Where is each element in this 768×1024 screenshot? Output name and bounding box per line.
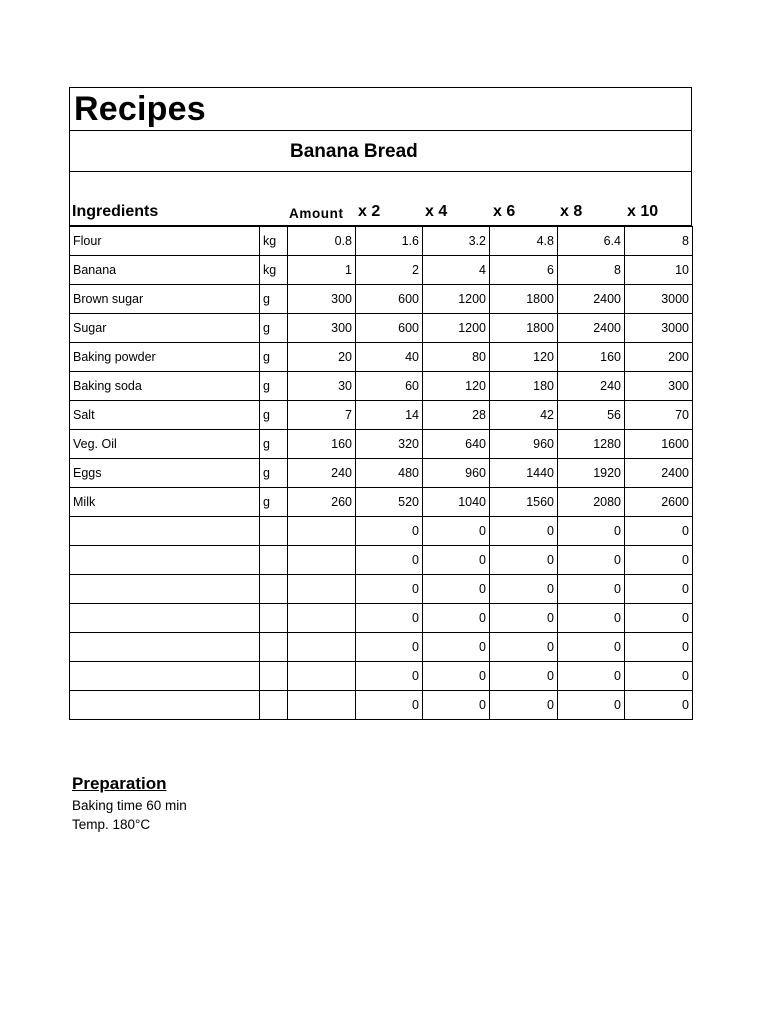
ingredient-name-cell[interactable]: Baking soda (70, 372, 260, 401)
scaled-amount-cell[interactable]: 200 (625, 343, 693, 372)
scaled-amount-cell[interactable]: 0 (423, 546, 490, 575)
recipe-sheet (69, 87, 692, 720)
scaled-amount-cell[interactable]: 1800 (490, 285, 558, 314)
table-row (70, 662, 693, 691)
amount-cell[interactable] (288, 691, 356, 720)
amount-cell[interactable] (288, 546, 356, 575)
scaled-amount-cell[interactable]: 0 (490, 691, 558, 720)
scaled-amount-cell[interactable]: 8 (558, 256, 625, 285)
scaled-amount-cell[interactable]: 0 (356, 546, 423, 575)
ingredients-table (69, 226, 693, 720)
ingredient-name-cell[interactable] (70, 662, 260, 691)
scaled-amount-cell[interactable]: 28 (423, 401, 490, 430)
scaled-amount-cell[interactable]: 3.2 (423, 227, 490, 256)
scaled-amount-cell[interactable]: 1040 (423, 488, 490, 517)
amount-cell[interactable]: 1 (288, 256, 356, 285)
ingredient-name-cell[interactable]: Brown sugar (70, 285, 260, 314)
table-row (70, 256, 693, 285)
ingredient-name-cell[interactable]: Sugar (70, 314, 260, 343)
scaled-amount-cell[interactable]: 120 (490, 343, 558, 372)
amount-cell[interactable] (288, 604, 356, 633)
table-row (70, 227, 693, 256)
scaled-amount-cell[interactable]: 0 (423, 517, 490, 546)
scaled-amount-cell[interactable]: 0 (625, 662, 693, 691)
multiplier-header-x4: x 4 (425, 203, 448, 220)
table-row (70, 604, 693, 633)
scaled-amount-cell[interactable]: 1440 (490, 459, 558, 488)
ingredient-name-cell[interactable] (70, 517, 260, 546)
scaled-amount-cell[interactable]: 1920 (558, 459, 625, 488)
ingredient-name-cell[interactable]: Veg. Oil (70, 430, 260, 459)
scaled-amount-cell[interactable]: 10 (625, 256, 693, 285)
scaled-amount-cell[interactable]: 2400 (558, 314, 625, 343)
table-row (70, 401, 693, 430)
preparation-title: Preparation (72, 774, 167, 793)
scaled-amount-cell[interactable]: 640 (423, 430, 490, 459)
table-row (70, 314, 693, 343)
scaled-amount-cell[interactable]: 56 (558, 401, 625, 430)
scaled-amount-cell[interactable]: 0 (356, 604, 423, 633)
table-row (70, 691, 693, 720)
ingredient-name-cell[interactable] (70, 633, 260, 662)
amount-cell[interactable]: 7 (288, 401, 356, 430)
ingredient-name-cell[interactable]: Banana (70, 256, 260, 285)
scaled-amount-cell[interactable]: 1600 (625, 430, 693, 459)
scaled-amount-cell[interactable]: 0 (625, 633, 693, 662)
table-row (70, 546, 693, 575)
unit-cell[interactable]: g (260, 372, 288, 401)
scaled-amount-cell[interactable]: 60 (356, 372, 423, 401)
unit-cell[interactable]: g (260, 488, 288, 517)
ingredient-name-cell[interactable] (70, 575, 260, 604)
unit-cell[interactable]: g (260, 314, 288, 343)
unit-cell[interactable]: kg (260, 227, 288, 256)
scaled-amount-cell[interactable]: 480 (356, 459, 423, 488)
unit-cell[interactable]: g (260, 459, 288, 488)
multiplier-header-x2: x 2 (358, 203, 381, 220)
recipe-name: Banana Bread (290, 141, 418, 162)
unit-cell[interactable] (260, 546, 288, 575)
scaled-amount-cell[interactable]: 320 (356, 430, 423, 459)
scaled-amount-cell[interactable]: 0 (625, 517, 693, 546)
scaled-amount-cell[interactable]: 3000 (625, 314, 693, 343)
scaled-amount-cell[interactable]: 1800 (490, 314, 558, 343)
ingredient-name-cell[interactable]: Eggs (70, 459, 260, 488)
scaled-amount-cell[interactable]: 0 (558, 691, 625, 720)
unit-cell[interactable] (260, 575, 288, 604)
table-row (70, 459, 693, 488)
multiplier-header-x10: x 10 (627, 203, 659, 220)
scaled-amount-cell[interactable]: 0 (356, 575, 423, 604)
scaled-amount-cell[interactable]: 0 (423, 633, 490, 662)
scaled-amount-cell[interactable]: 2 (356, 256, 423, 285)
table-row (70, 372, 693, 401)
scaled-amount-cell[interactable]: 0 (625, 546, 693, 575)
amount-cell[interactable] (288, 517, 356, 546)
scaled-amount-cell[interactable]: 520 (356, 488, 423, 517)
ingredients-table-body (70, 227, 693, 720)
scaled-amount-cell[interactable]: 0 (356, 517, 423, 546)
scaled-amount-cell[interactable]: 2600 (625, 488, 693, 517)
scaled-amount-cell[interactable]: 0 (356, 633, 423, 662)
scaled-amount-cell[interactable]: 1280 (558, 430, 625, 459)
scaled-amount-cell[interactable]: 0 (490, 633, 558, 662)
scaled-amount-cell[interactable]: 0 (356, 691, 423, 720)
table-row (70, 430, 693, 459)
unit-cell[interactable] (260, 604, 288, 633)
scaled-amount-cell[interactable]: 1200 (423, 314, 490, 343)
unit-cell[interactable] (260, 517, 288, 546)
ingredient-name-cell[interactable]: Milk (70, 488, 260, 517)
scaled-amount-cell[interactable]: 960 (490, 430, 558, 459)
scaled-amount-cell[interactable]: 70 (625, 401, 693, 430)
table-row (70, 517, 693, 546)
scaled-amount-cell[interactable]: 0 (558, 604, 625, 633)
scaled-amount-cell[interactable]: 6.4 (558, 227, 625, 256)
table-row (70, 488, 693, 517)
scaled-amount-cell[interactable]: 300 (625, 372, 693, 401)
scaled-amount-cell[interactable]: 0 (558, 575, 625, 604)
ingredient-name-cell[interactable] (70, 546, 260, 575)
scaled-amount-cell[interactable]: 0 (558, 517, 625, 546)
unit-cell[interactable]: g (260, 285, 288, 314)
scaled-amount-cell[interactable]: 1560 (490, 488, 558, 517)
scaled-amount-cell[interactable]: 2400 (625, 459, 693, 488)
scaled-amount-cell[interactable]: 0 (490, 575, 558, 604)
scaled-amount-cell[interactable]: 4.8 (490, 227, 558, 256)
scaled-amount-cell[interactable]: 14 (356, 401, 423, 430)
scaled-amount-cell[interactable]: 40 (356, 343, 423, 372)
amount-cell[interactable]: 300 (288, 285, 356, 314)
scaled-amount-cell[interactable]: 0 (558, 633, 625, 662)
unit-cell[interactable] (260, 662, 288, 691)
scaled-amount-cell[interactable]: 960 (423, 459, 490, 488)
unit-cell[interactable] (260, 691, 288, 720)
unit-cell[interactable]: g (260, 343, 288, 372)
scaled-amount-cell[interactable]: 0 (490, 546, 558, 575)
scaled-amount-cell[interactable]: 600 (356, 314, 423, 343)
scaled-amount-cell[interactable]: 80 (423, 343, 490, 372)
unit-cell[interactable] (260, 633, 288, 662)
ingredient-name-cell[interactable]: Flour (70, 227, 260, 256)
preparation-line: Temp. 180°C (72, 817, 151, 832)
scaled-amount-cell[interactable]: 3000 (625, 285, 693, 314)
table-row (70, 575, 693, 604)
scaled-amount-cell[interactable]: 0 (490, 662, 558, 691)
amount-cell[interactable] (288, 575, 356, 604)
scaled-amount-cell[interactable]: 0 (558, 662, 625, 691)
scaled-amount-cell[interactable]: 8 (625, 227, 693, 256)
amount-header: Amount (289, 206, 344, 221)
scaled-amount-cell[interactable]: 0 (558, 546, 625, 575)
scaled-amount-cell[interactable]: 0 (423, 604, 490, 633)
scaled-amount-cell[interactable]: 2080 (558, 488, 625, 517)
scaled-amount-cell[interactable]: 600 (356, 285, 423, 314)
scaled-amount-cell[interactable]: 0 (625, 691, 693, 720)
preparation-line: Baking time 60 min (72, 798, 187, 813)
table-row (70, 343, 693, 372)
ingredient-name-cell[interactable] (70, 604, 260, 633)
scaled-amount-cell[interactable]: 180 (490, 372, 558, 401)
ingredient-name-cell[interactable]: Salt (70, 401, 260, 430)
column-header-row (69, 172, 692, 226)
scaled-amount-cell[interactable]: 0 (423, 662, 490, 691)
amount-cell[interactable]: 160 (288, 430, 356, 459)
table-row (70, 633, 693, 662)
scaled-amount-cell[interactable]: 160 (558, 343, 625, 372)
scaled-amount-cell[interactable]: 120 (423, 372, 490, 401)
scaled-amount-cell[interactable]: 0 (423, 575, 490, 604)
title-row (69, 87, 692, 131)
multiplier-header-x6: x 6 (493, 203, 516, 220)
unit-cell[interactable]: g (260, 401, 288, 430)
scaled-amount-cell[interactable]: 1200 (423, 285, 490, 314)
amount-cell[interactable]: 30 (288, 372, 356, 401)
page-title: Recipes (74, 90, 206, 128)
scaled-amount-cell[interactable]: 0 (625, 575, 693, 604)
ingredient-name-cell[interactable] (70, 691, 260, 720)
preparation-section (72, 774, 187, 834)
scaled-amount-cell[interactable]: 2400 (558, 285, 625, 314)
ingredients-header: Ingredients (72, 203, 159, 220)
scaled-amount-cell[interactable]: 42 (490, 401, 558, 430)
scaled-amount-cell[interactable]: 0 (423, 691, 490, 720)
amount-cell[interactable]: 240 (288, 459, 356, 488)
amount-cell[interactable]: 20 (288, 343, 356, 372)
scaled-amount-cell[interactable]: 6 (490, 256, 558, 285)
unit-cell[interactable]: g (260, 430, 288, 459)
scaled-amount-cell[interactable]: 4 (423, 256, 490, 285)
scaled-amount-cell[interactable]: 240 (558, 372, 625, 401)
scaled-amount-cell[interactable]: 1.6 (356, 227, 423, 256)
scaled-amount-cell[interactable]: 0 (490, 604, 558, 633)
unit-cell[interactable]: kg (260, 256, 288, 285)
recipe-name-row (69, 131, 692, 172)
scaled-amount-cell[interactable]: 0 (356, 662, 423, 691)
multiplier-header-x8: x 8 (560, 203, 583, 220)
amount-cell[interactable]: 300 (288, 314, 356, 343)
amount-cell[interactable]: 260 (288, 488, 356, 517)
amount-cell[interactable] (288, 633, 356, 662)
scaled-amount-cell[interactable]: 0 (625, 604, 693, 633)
table-row (70, 285, 693, 314)
scaled-amount-cell[interactable]: 0 (490, 517, 558, 546)
amount-cell[interactable]: 0.8 (288, 227, 356, 256)
ingredient-name-cell[interactable]: Baking powder (70, 343, 260, 372)
amount-cell[interactable] (288, 662, 356, 691)
